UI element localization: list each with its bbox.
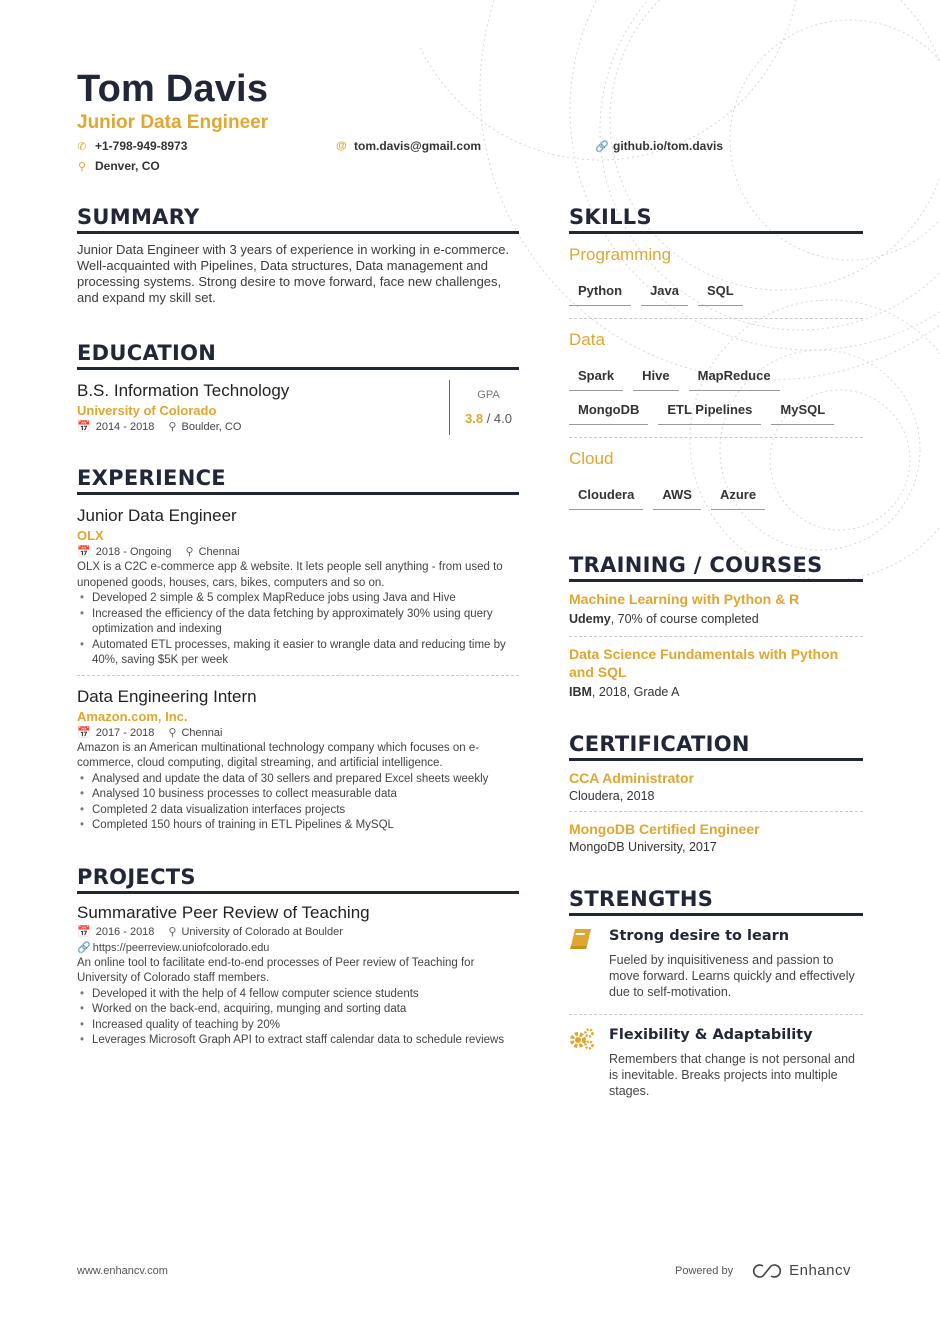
strength-entry — [569, 1015, 863, 1099]
footer-website[interactable]: www.enhancv.com — [77, 1265, 168, 1277]
strength-title: Strong desire to learn — [609, 928, 790, 944]
skill-tag: MySQL — [771, 401, 834, 425]
course-detail — [569, 610, 863, 628]
calendar-icon: 📅 — [77, 546, 91, 558]
skill-category — [569, 448, 863, 510]
project-bullet: • Leverages Microsoft Graph API to extract staff calendar data to schedule reviews — [77, 1033, 519, 1049]
certification-title: MongoDB Certified Engineer — [569, 821, 760, 837]
education-section — [77, 340, 519, 435]
skill-category-title: Cloud — [569, 449, 614, 468]
strength-entry — [569, 916, 863, 1015]
section-heading: EDUCATION — [77, 340, 519, 370]
gears-icon — [569, 1025, 595, 1099]
certification-entry — [569, 761, 863, 812]
skill-tag: Python — [569, 282, 631, 306]
gpa-label: GPA — [477, 389, 500, 401]
strength-description: Fueled by inquisitiveness and passion to move forward. Learns quickly and effectively due to self-motivation. — [609, 953, 855, 999]
projects-section — [77, 864, 519, 1049]
project-bullet-list — [77, 987, 519, 1049]
calendar-icon: 📅 — [77, 726, 91, 739]
company-description: OLX is a C2C e-commerce app & website. It lets people sell anything - from used to unopened goods, houses, cars, bikes, computers and so on. — [77, 561, 503, 589]
location-pin-icon: ⚲ — [168, 421, 177, 433]
project-description: An online tool to facilitate end-to-end processes of Peer review of Teaching for University of Colorado staff members. — [77, 956, 475, 984]
gpa-value — [465, 411, 512, 426]
certification-title: CCA Administrator — [569, 770, 694, 786]
location-pin-icon: ⚲ — [168, 726, 177, 739]
certification-entry — [569, 812, 863, 856]
calendar-icon: 📅 — [77, 925, 91, 938]
right-column — [569, 204, 863, 1099]
candidate-name: Tom Davis — [77, 68, 269, 110]
project-meta — [77, 924, 519, 940]
experience-section — [77, 465, 519, 834]
project-bullet: • Worked on the back-end, acquiring, munging and sorting data — [77, 1002, 519, 1018]
section-heading: PROJECTS — [77, 864, 519, 894]
skill-tags — [569, 282, 863, 306]
course-title: Machine Learning with Python & R — [569, 591, 800, 607]
project-link[interactable]: https://peerreview.uniofcolorado.edu — [92, 941, 270, 954]
skill-tag: Java — [641, 282, 688, 306]
summary-text: Junior Data Engineer with 3 years of experience in working in e-commerce. Well-acquainted with Pipelines, Data structures, Data management and processing systems. Strong desire to move forward, face new challenges, and expand my skill set. — [77, 242, 510, 305]
skill-category-title: Data — [569, 330, 605, 349]
project-bullet: • Increased quality of teaching by 20% — [77, 1018, 519, 1034]
achievement-item: • Analysed 10 business processes to collect measurable data — [77, 787, 519, 803]
role: Data Engineering Intern — [77, 686, 257, 706]
location-contact — [77, 159, 160, 173]
skill-tag: MapReduce — [689, 367, 780, 391]
skill-tag: Spark — [569, 367, 623, 391]
left-column — [77, 204, 519, 1049]
dates: 2014 - 2018 — [95, 421, 155, 433]
course-detail — [569, 683, 863, 701]
role: Junior Data Engineer — [77, 506, 237, 525]
dates: 2018 - Ongoing — [95, 546, 172, 558]
skill-tag: Hive — [633, 367, 678, 391]
phone-icon: ✆ — [77, 140, 87, 153]
project-bullet: • Developed it with the help of 4 fellow computer science students — [77, 987, 519, 1003]
location: Chennai — [198, 546, 240, 558]
email-text[interactable]: tom.davis@gmail.com — [354, 139, 482, 153]
strength-description: Remembers that change is not personal and is inevitable. Breaks projects into multiple stages. — [609, 1052, 855, 1098]
section-heading: SUMMARY — [77, 204, 519, 234]
skill-tag: Azure — [711, 486, 765, 510]
location: Boulder, CO — [181, 421, 242, 433]
website-contact[interactable] — [595, 139, 723, 153]
skill-tag: SQL — [698, 282, 743, 306]
email-contact[interactable] — [336, 139, 481, 153]
skills-section — [569, 204, 863, 510]
enhancv-logo — [751, 1262, 851, 1279]
achievement-item: • Automated ETL processes, making it easier to wrangle data and reducing time by 40%, saving $5K per week — [77, 638, 519, 669]
location-text: Denver, CO — [95, 159, 160, 173]
course-title: Data Science Fundamentals with Python and SQL — [569, 646, 839, 680]
website-text[interactable]: github.io/tom.davis — [613, 139, 723, 153]
skill-tags — [569, 367, 863, 425]
course-provider: Udemy — [569, 612, 611, 626]
section-heading: EXPERIENCE — [77, 465, 519, 495]
training-section — [569, 552, 863, 701]
course-detail-text: , 2018, Grade A — [591, 685, 680, 699]
section-heading: STRENGTHS — [569, 886, 863, 916]
experience-meta — [77, 544, 519, 560]
degree: B.S. Information Technology — [77, 381, 290, 400]
experience-meta — [77, 725, 519, 741]
brand-name: Enhancv — [789, 1262, 851, 1279]
summary-section — [77, 204, 519, 306]
candidate-title: Junior Data Engineer — [77, 112, 269, 133]
achievement-item: • Increased the efficiency of the data fetching by approximately 30% using query optimization and indexing — [77, 607, 519, 638]
training-entry — [569, 582, 863, 637]
achievement-item: • Completed 150 hours of training in ETL Pipelines & MySQL — [77, 818, 519, 834]
course-detail-text: , 70% of course completed — [610, 612, 759, 626]
phone-text: +1-798-949-8973 — [95, 139, 188, 153]
strengths-section — [569, 886, 863, 1099]
dates: 2017 - 2018 — [95, 726, 155, 739]
book-icon — [569, 926, 595, 1000]
achievement-item: • Developed 2 simple & 5 complex MapReduce jobs using Java and Hive — [77, 591, 519, 607]
infinity-logo-icon — [751, 1263, 783, 1279]
skill-category — [569, 329, 863, 438]
project-entry — [77, 902, 519, 1049]
skill-tag: MongoDB — [569, 401, 648, 425]
education-meta — [77, 419, 289, 435]
project-title: Summarative Peer Review of Teaching — [77, 902, 370, 922]
link-icon: 🔗 — [595, 140, 609, 153]
certification-detail: MongoDB University, 2017 — [569, 840, 717, 854]
gpa-max: / 4.0 — [483, 411, 512, 426]
achievement-list — [77, 591, 519, 669]
skill-category — [569, 244, 863, 319]
dates: 2016 - 2018 — [95, 925, 155, 938]
calendar-icon: 📅 — [77, 421, 91, 433]
experience-entry — [77, 505, 519, 676]
section-heading: SKILLS — [569, 204, 863, 234]
achievement-item: • Completed 2 data visualization interfaces projects — [77, 803, 519, 819]
achievement-item: • Analysed and update the data of 30 sellers and prepared Excel sheets weekly — [77, 772, 519, 788]
company: OLX — [77, 528, 104, 543]
education-entry — [77, 380, 519, 435]
at-icon: @ — [336, 140, 347, 152]
gpa-box — [449, 380, 519, 435]
achievement-list — [77, 772, 519, 834]
location: University of Colorado at Boulder — [181, 925, 343, 938]
project-link-row[interactable] — [77, 940, 519, 956]
location: Chennai — [181, 726, 223, 739]
experience-entry — [77, 686, 519, 834]
gpa-score: 3.8 — [465, 411, 484, 426]
location-pin-icon: ⚲ — [168, 925, 177, 938]
phone-contact — [77, 139, 187, 153]
skill-tag: AWS — [653, 486, 701, 510]
certification-section — [569, 731, 863, 856]
company-description: Amazon is an American multinational technology company which focuses on e-commerce, cloud computing, digital streaming, and artificial intelligence. — [77, 741, 480, 769]
skill-category-title: Programming — [569, 245, 672, 264]
link-icon: 🔗 — [77, 941, 91, 954]
company: Amazon.com, Inc. — [77, 708, 188, 724]
school: University of Colorado — [77, 403, 217, 418]
footer-branding — [675, 1262, 851, 1279]
skill-tag: ETL Pipelines — [658, 401, 761, 425]
skill-tags — [569, 486, 863, 510]
location-pin-icon: ⚲ — [185, 546, 194, 558]
section-heading: CERTIFICATION — [569, 731, 863, 761]
location-pin-icon: ⚲ — [77, 160, 87, 173]
skill-tag: Cloudera — [569, 486, 643, 510]
strength-title: Flexibility & Adaptability — [609, 1027, 813, 1043]
powered-by-label: Powered by — [675, 1264, 734, 1277]
certification-detail: Cloudera, 2018 — [569, 789, 655, 803]
training-entry — [569, 637, 863, 701]
course-provider: IBM — [569, 685, 592, 699]
section-heading: TRAINING / COURSES — [569, 552, 863, 582]
